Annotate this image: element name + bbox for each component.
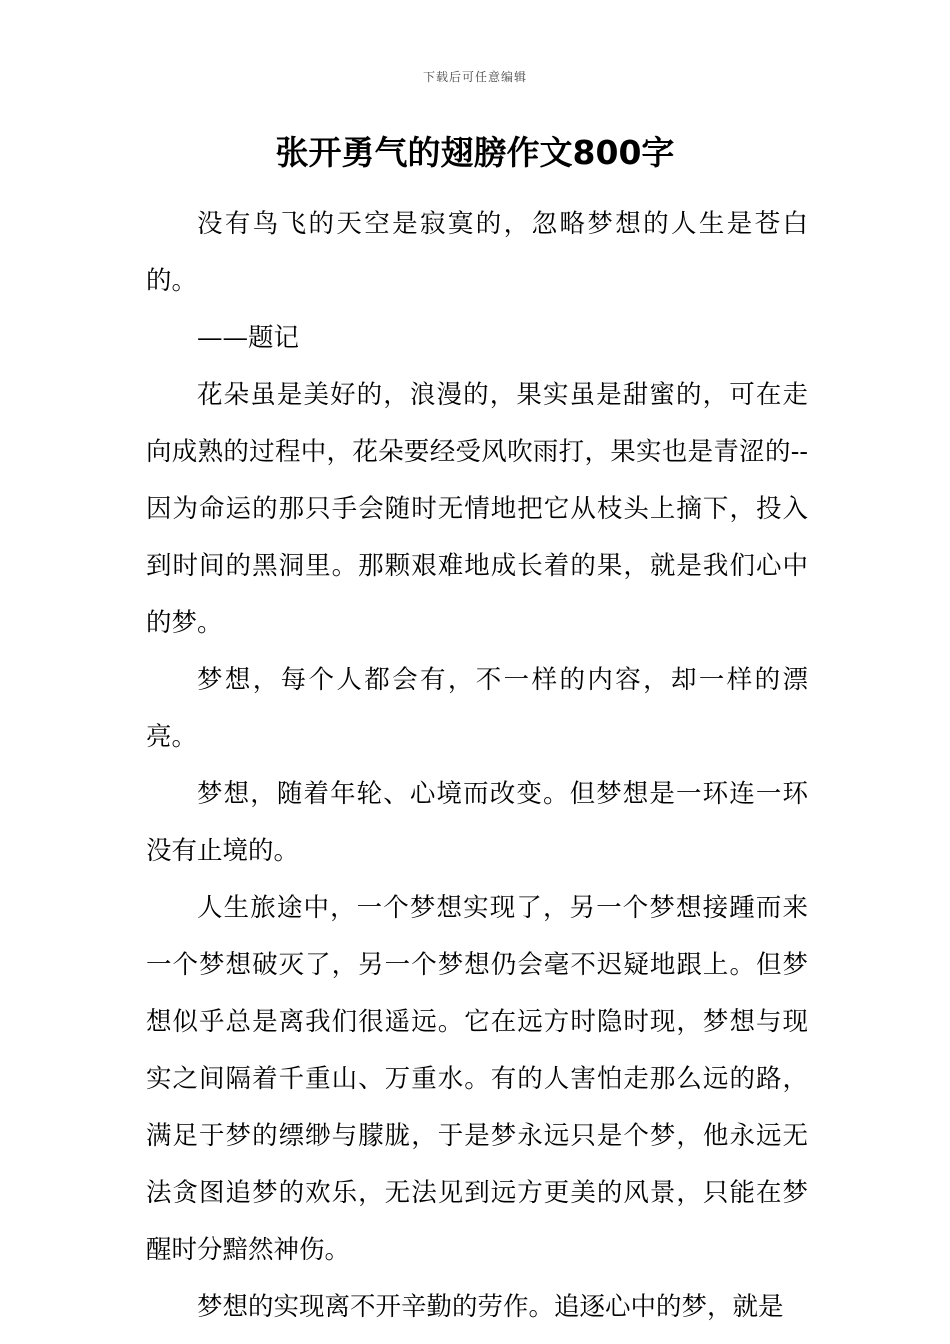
header-note: 下载后可任意编辑 <box>422 70 527 84</box>
document-title: 张开勇气的翅膀作文800字 <box>275 133 675 172</box>
paragraph: 没有鸟飞的天空是寂寞的，忽略梦想的人生是苍白的。 <box>146 209 808 296</box>
paragraph: 梦想，每个人都会有，不一样的内容，却一样的漂亮。 <box>146 665 808 752</box>
paragraph: 梦想的实现离不开辛勤的劳作。追逐心中的梦，就是 <box>197 1292 784 1322</box>
document-body <box>146 196 808 1336</box>
paragraph: 人生旅途中，一个梦想实现了，另一个梦想接踵而来一个梦想破灭了，另一个梦想仍会毫不迟疑地跟上。但梦想似乎总是离我们很遥远。它在远方时隐时现，梦想与现实之间隔着千重山、万重水。有的人害怕走那么远的路，满足于梦的缥缈与朦胧，于是梦永远只是个梦，他永远无法贪图追梦的欢乐，无法见到远方更美的风景，只能在梦醒时分黯然神伤。 <box>146 893 808 1265</box>
paragraph: 梦想，随着年轮、心境而改变。但梦想是一环连一环没有止境的。 <box>146 779 808 866</box>
paragraph: ——题记 <box>197 323 300 353</box>
paragraph: 花朵虽是美好的，浪漫的，果实虽是甜蜜的，可在走向成熟的过程中，花朵要经受风吹雨打，果实也是青涩的--因为命运的那只手会随时无情地把它从枝头上摘下，投入到时间的黑洞里。那颗艰难地成长着的果，就是我们心中的梦。 <box>146 380 808 638</box>
